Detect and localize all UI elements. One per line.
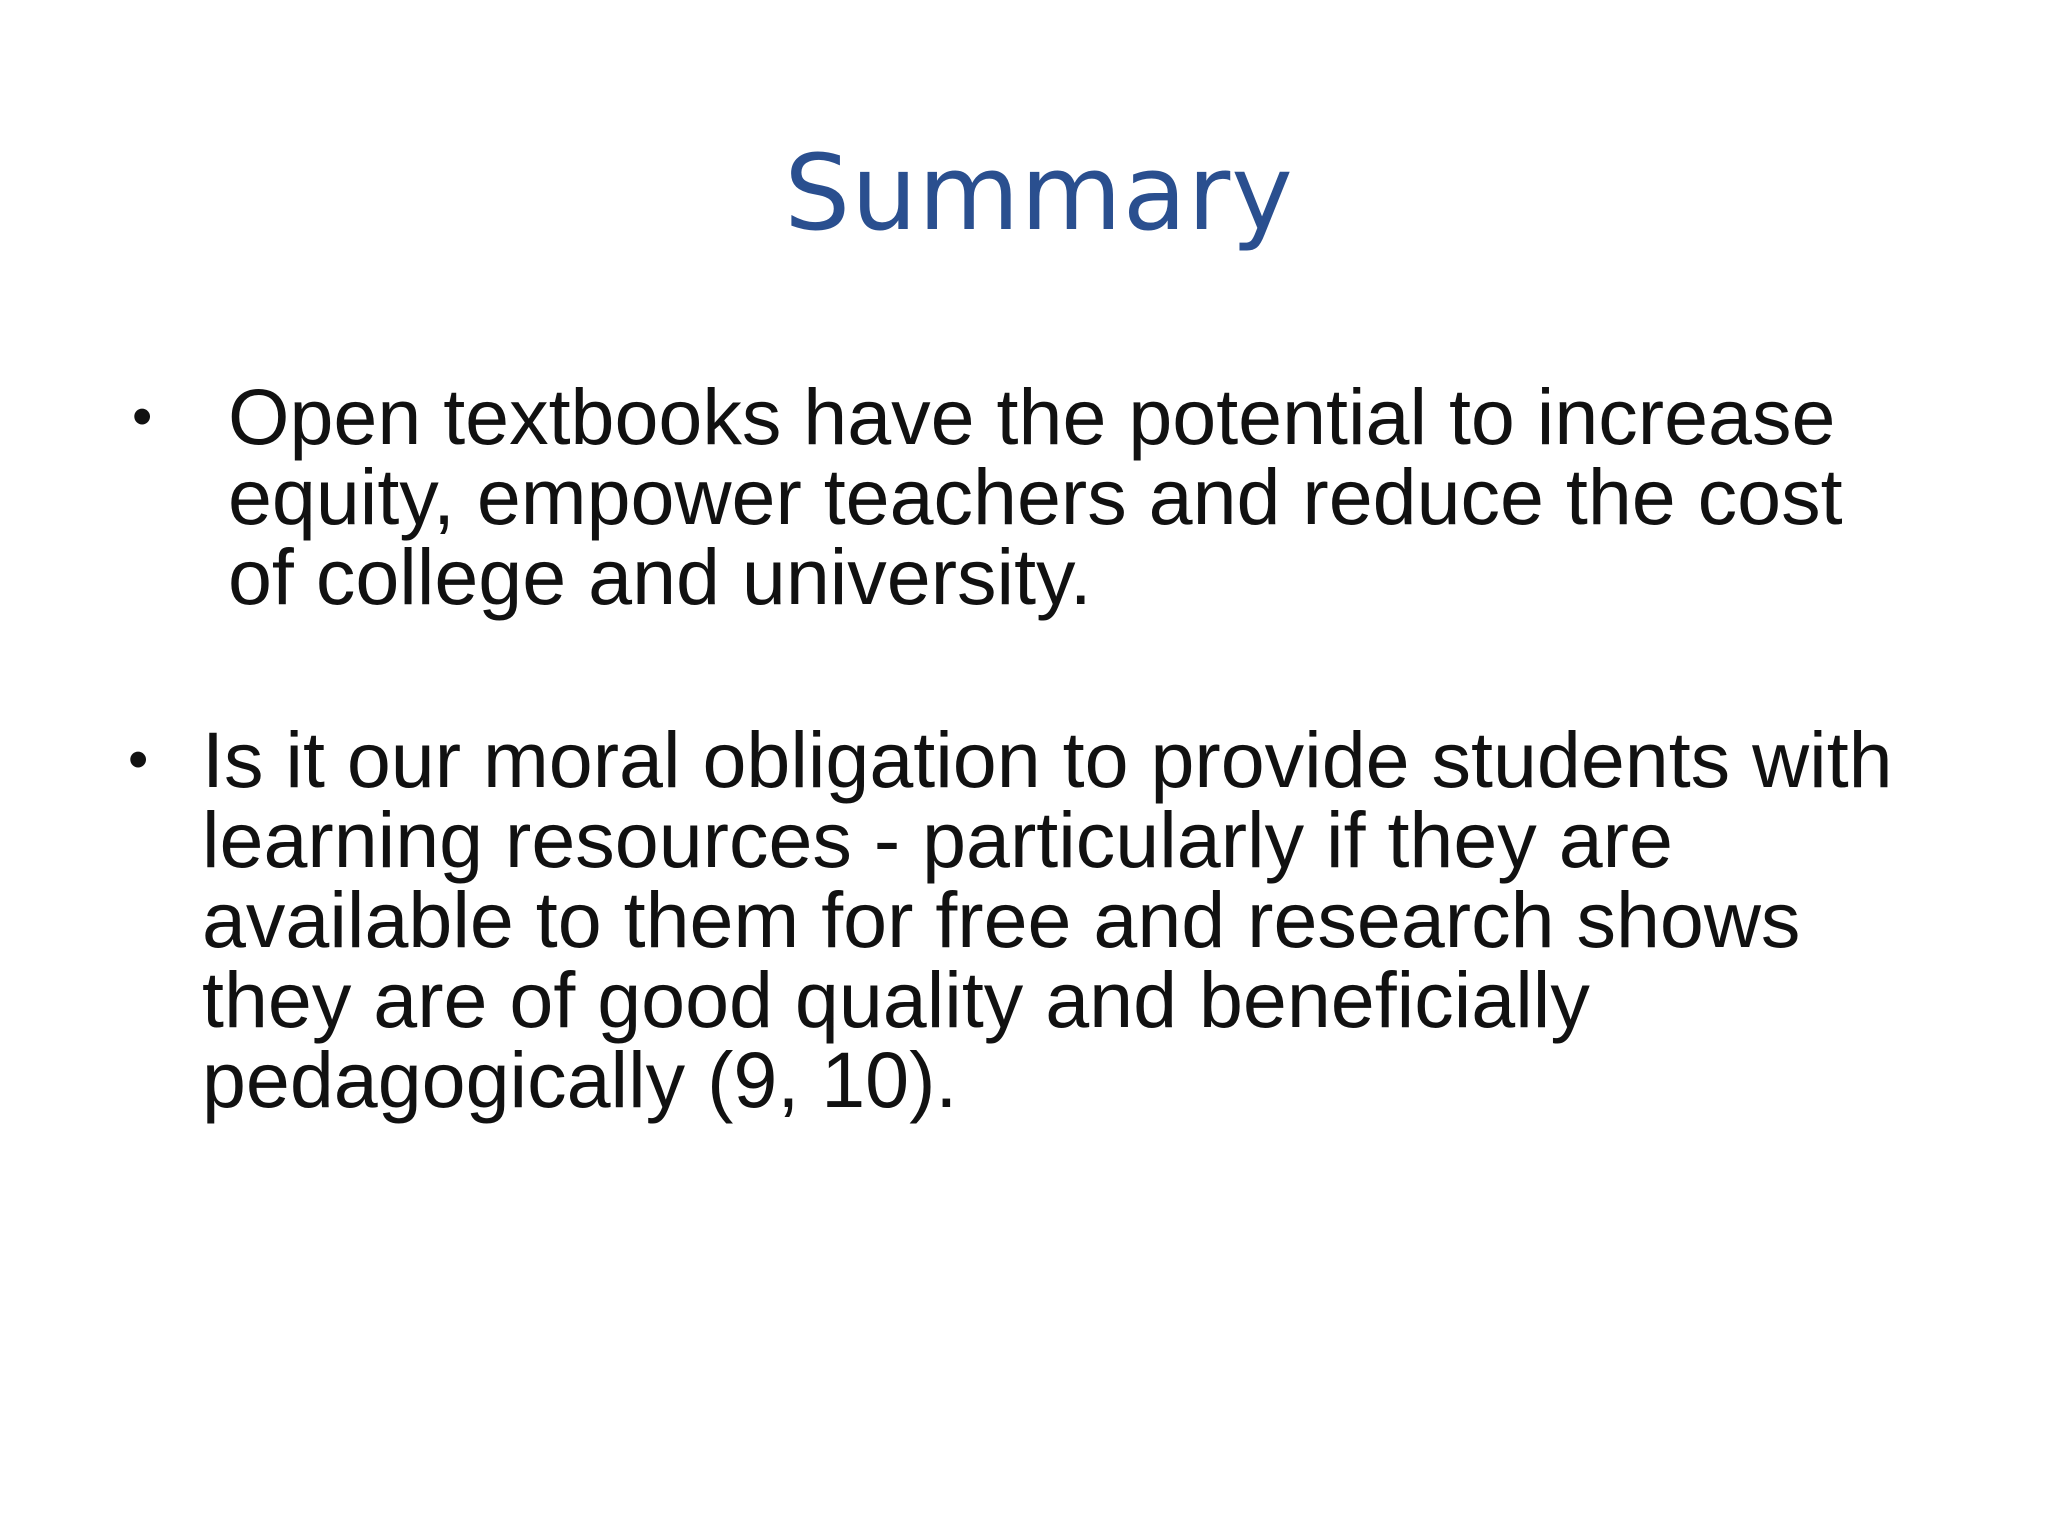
bullet-dot-icon: • xyxy=(128,727,149,792)
slide-title: Summary xyxy=(784,132,1294,254)
bullet-item xyxy=(128,715,1928,1124)
bullet-dot-icon: • xyxy=(132,384,153,449)
bullet-text: Is it our moral obligation to provide students with learning resources - particularly if they are available to them for free and research shows they are of good quality and beneficially pedagogically (9, 10). xyxy=(202,715,1893,1124)
bullet-text: Open textbooks have the potential to increase equity, empower teachers and reduce the cost of college and university. xyxy=(228,372,1843,621)
bullet-item xyxy=(128,372,1878,621)
